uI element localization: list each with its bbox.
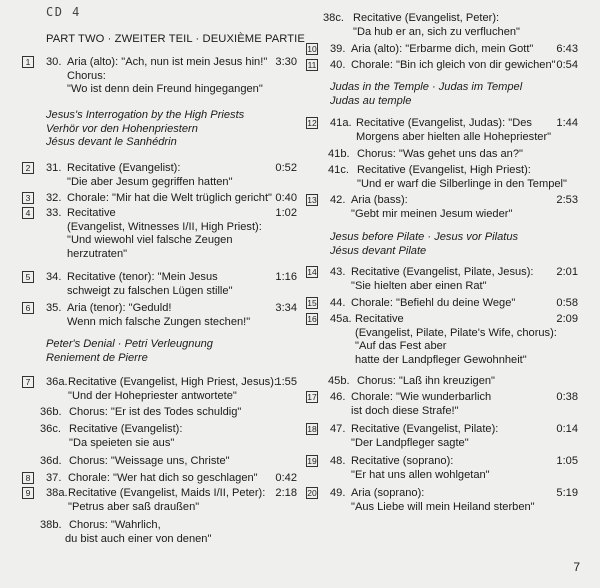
item-text-line: Morgens aber hielten alle Hohepriester" <box>356 130 552 143</box>
item-text-line: "Die aber Jesum gegriffen hatten" <box>67 175 233 188</box>
track-number: 9 <box>22 487 34 499</box>
track-duration: 0:52 <box>275 162 297 174</box>
item-number: 49. <box>330 487 346 499</box>
item-text-line: Chorus: <box>67 69 106 82</box>
item-text: Recitative <box>67 207 116 219</box>
track-duration: 0:54 <box>556 59 578 71</box>
item-number: 37. <box>46 472 62 484</box>
item-number: 32. <box>46 192 62 204</box>
track-number: 19 <box>307 456 317 466</box>
section-heading-fr: Reniement de Pierre <box>46 351 148 364</box>
item-number: 31. <box>46 162 62 174</box>
item-text-line: "Petrus aber saß draußen" <box>68 500 200 513</box>
item-number: 38c. <box>323 12 344 24</box>
item-text-line: (Evangelist, Pilate, Pilate's Wife, chorus): <box>355 326 557 339</box>
item-text: Recitative (Evangelist, Peter): <box>353 12 500 24</box>
track-number: 16 <box>307 314 317 324</box>
item-number: 35. <box>46 302 62 314</box>
item-number: 41a. <box>330 117 352 129</box>
item-text: Aria (tenor): "Geduld! <box>67 302 172 314</box>
track-duration: 0:38 <box>556 391 578 403</box>
item-number: 42. <box>330 194 346 206</box>
item-text: Chorus: "Was gehet uns das an?" <box>357 148 523 160</box>
item-text: Chorus: "Weissage uns, Christe" <box>69 455 230 467</box>
track-number: 5 <box>22 271 34 283</box>
item-text: Recitative (Evangelist, Judas): "Des <box>356 117 532 129</box>
track-duration: 1:44 <box>556 117 578 129</box>
item-text: Chorus: "Laß ihn kreuzigen" <box>357 375 495 387</box>
track-duration: 2:09 <box>556 313 578 325</box>
item-text-line: "Da hub er an, sich zu verfluchen" <box>353 25 520 38</box>
track-number: 15 <box>307 298 317 308</box>
track-duration: 3:30 <box>275 56 297 68</box>
item-text-line: "Wo ist denn dein Freund hingegangen" <box>67 83 263 95</box>
track-duration: 5:19 <box>556 487 578 499</box>
item-number: 48. <box>330 455 346 467</box>
section-heading-de: Verhör vor den Hohenpriestern <box>46 122 198 135</box>
item-number: 36c. <box>40 423 61 435</box>
item-text: Aria (soprano): <box>351 487 425 499</box>
track-duration: 2:53 <box>556 194 578 206</box>
item-text: Recitative (Evangelist, Pilate, Jesus): <box>351 266 534 278</box>
item-number: 33. <box>46 207 62 219</box>
track-duration: 2:18 <box>275 487 297 499</box>
item-text: Chorus: "Er ist des Todes schuldig" <box>69 406 242 418</box>
section-heading-en: Judas in the Temple · Judas im Tempel <box>330 81 523 93</box>
track-number: 11 <box>307 60 317 70</box>
item-text: Recitative (Evangelist, Pilate): <box>351 423 499 435</box>
item-text: Recitative (Evangelist): <box>67 162 181 174</box>
section-heading-en: Jesus before Pilate · Jesus vor Pilatus <box>330 231 519 243</box>
item-text-line: herzutraten" <box>67 247 128 260</box>
item-number: 47. <box>330 423 346 435</box>
item-number: 40. <box>330 59 346 71</box>
item-number: 46. <box>330 391 346 403</box>
item-number: 43. <box>330 266 346 278</box>
section-heading-en: Jesus's Interrogation by the High Priests <box>46 109 245 121</box>
item-text: Recitative (tenor): "Mein Jesus <box>67 271 218 283</box>
item-text-line: "Und wiewohl viel falsche Zeugen <box>67 234 233 246</box>
item-text: Aria (bass): <box>351 194 408 206</box>
section-heading <box>330 81 522 108</box>
track-duration: 0:42 <box>275 472 297 484</box>
track-number: 2 <box>22 162 34 174</box>
track-duration: 3:34 <box>275 302 297 314</box>
item-text-line: "Und er warf die Silberlinge in den Tempel" <box>357 177 567 190</box>
track-number: 18 <box>307 424 317 434</box>
track-number: 20 <box>307 488 317 498</box>
item-text: Chorale: "Wie wunderbarlich <box>351 391 492 403</box>
page-number: 7 <box>573 560 580 574</box>
track-number: 8 <box>22 472 34 484</box>
item-number: 36a. <box>46 376 68 388</box>
track-number: 6 <box>22 302 34 314</box>
item-text-line: "Er hat uns allen wohlgetan" <box>351 468 490 481</box>
item-number: 45a. <box>330 313 352 325</box>
item-text: Chorus: "Wahrlich, <box>69 519 161 531</box>
section-heading-fr: Judas au temple <box>330 94 412 107</box>
item-text-line: schweigt zu falschen Lügen stille" <box>67 284 233 297</box>
item-text-line: "Aus Liebe will mein Heiland sterben" <box>351 500 535 513</box>
item-text-line: "Der Landpfleger sagte" <box>351 436 469 449</box>
track-number: 10 <box>307 44 317 54</box>
item-text: Recitative (soprano): <box>351 455 454 467</box>
track-number: 7 <box>22 376 34 388</box>
item-text-line: hatte der Landpfleger Gewohnheit" <box>355 353 527 366</box>
item-text: Chorale: "Befiehl du deine Wege" <box>351 297 516 309</box>
cd-label: CD 4 <box>46 5 81 19</box>
track-number: 1 <box>22 56 34 68</box>
track-duration: 1:16 <box>275 271 297 283</box>
item-text: Aria (alto): "Erbarme dich, mein Gott" <box>351 43 534 55</box>
item-text-line: Wenn mich falsche Zungen stechen!" <box>67 315 251 328</box>
track-duration: 1:02 <box>275 207 297 219</box>
section-heading-en: Peter's Denial · Petri Verleugnung <box>46 338 213 350</box>
item-text-line: ist doch diese Strafe!" <box>351 404 459 417</box>
section-heading <box>46 109 244 150</box>
track-duration: 6:43 <box>556 43 578 55</box>
item-number: 34. <box>46 271 62 283</box>
item-number: 45b. <box>328 375 350 387</box>
item-number: 38b. <box>40 519 62 531</box>
item-text-line: "Auf das Fest aber <box>355 340 447 352</box>
section-heading <box>46 338 213 365</box>
item-text: Recitative <box>355 313 404 325</box>
track-duration: 2:01 <box>556 266 578 278</box>
section-heading-fr: Jésus devant le Sanhédrin <box>46 136 177 148</box>
item-text: Recitative (Evangelist): <box>69 423 183 435</box>
item-text-line: "Und der Hohepriester antwortete" <box>68 389 237 402</box>
track-duration: 1:55 <box>275 376 297 388</box>
track-duration: 0:40 <box>275 192 297 204</box>
item-text-line: "Da speieten sie aus" <box>69 436 175 449</box>
item-text-line: "Sie hielten aber einen Rat" <box>351 279 487 292</box>
item-number: 30. <box>46 56 62 68</box>
item-number: 41b. <box>328 148 350 160</box>
section-heading <box>330 231 518 258</box>
item-text: Aria (alto): "Ach, nun ist mein Jesus hin!" <box>67 56 268 68</box>
item-number: 41c. <box>328 164 349 176</box>
track-number: 3 <box>22 192 34 204</box>
item-number: 36b. <box>40 406 62 418</box>
track-duration: 0:58 <box>556 297 578 309</box>
item-number: 38a. <box>46 487 68 499</box>
track-number: 12 <box>307 118 317 128</box>
item-text: Recitative (Evangelist, High Priest): <box>357 164 531 176</box>
item-text: Chorale: "Wer hat dich so geschlagen" <box>68 472 258 484</box>
item-number: 36d. <box>40 455 62 467</box>
track-number: 17 <box>307 392 317 402</box>
item-text: Chorale: "Bin ich gleich von dir gewichen" <box>351 59 556 71</box>
item-text: Chorale: "Mir hat die Welt trüglich gericht" <box>67 192 272 204</box>
track-duration: 0:14 <box>556 423 578 435</box>
track-number: 4 <box>22 207 34 219</box>
track-duration: 1:05 <box>556 455 578 467</box>
part-heading: PART TWO · ZWEITER TEIL · DEUXIÈME PARTIE <box>46 33 305 45</box>
item-text-line: "Gebt mir meinen Jesum wieder" <box>351 207 513 220</box>
item-text-line: du bist auch einer von denen" <box>65 532 212 545</box>
track-number: 14 <box>307 267 317 277</box>
section-heading-fr: Jésus devant Pilate <box>330 244 427 257</box>
item-number: 44. <box>330 297 346 309</box>
item-number: 39. <box>330 43 346 55</box>
item-text-line: (Evangelist, Witnesses I/II, High Priest): <box>67 220 262 233</box>
track-number: 13 <box>307 195 317 205</box>
item-text: Recitative (Evangelist, High Priest, Jesus): <box>68 376 278 388</box>
item-text: Recitative (Evangelist, Maids I/II, Peter): <box>68 487 266 499</box>
